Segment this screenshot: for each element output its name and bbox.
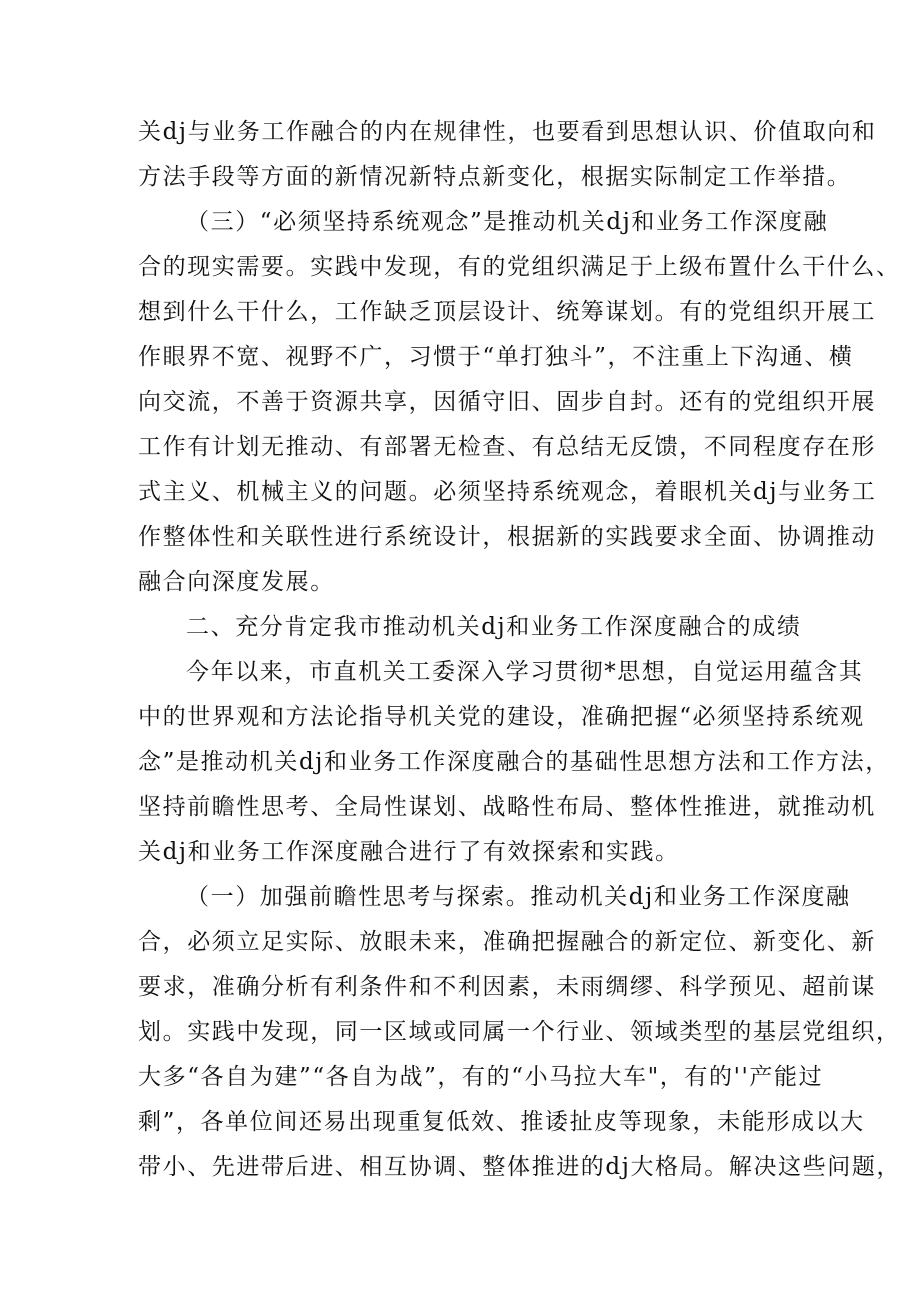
paragraph-line: 向交流，不善于资源共享，因循守旧、固步自封。还有的党组织开展 [138,389,876,415]
paragraph-line: 作整体性和关联性进行系统设计，根据新的实践要求全面、协调推动 [138,524,876,550]
section-two-heading: 二、充分肯定我市推动机关dj和业务工作深度融合的成绩 [186,614,802,640]
paragraph-line: 剩”，各单位间还易出现重复低效、推诿扯皮等现象，未能形成以大 [138,1109,865,1135]
paragraph-line: 带小、先进带后进、相互协调、整体推进的dj大格局。解决这些问题， [138,1154,902,1180]
section-three-line: （三）“必须坚持系统观念”是推动机关dj和业务工作深度融 [186,209,829,235]
paragraph-line: 式主义、机械主义的问题。必须坚持系统观念，着眼机关dj与业务工 [138,479,877,505]
paragraph-line: 合，必须立足实际、放眼未来，准确把握融合的新定位、新变化、新 [138,929,876,955]
paragraph-line: 中的世界观和方法论指导机关党的建设，准确把握“必须坚持系统观 [138,704,865,730]
paragraph-line: 今年以来，市直机关工委深入学习贯彻*思想，自觉运用蕴含其 [186,659,864,685]
paragraph-line: 融合向深度发展。 [138,569,335,595]
paragraph-line: 方法手段等方面的新情况新特点新变化，根据实际制定工作举措。 [138,164,852,190]
paragraph-line: 念”是推动机关dj和业务工作深度融合的基础性思想方法和工作方法， [138,749,890,775]
paragraph-line: 关dj和业务工作深度融合进行了有效探索和实践。 [138,839,680,865]
paragraph-line: 合的现实需要。实践中发现，有的党组织满足于上级布置什么干什么、 [138,254,901,280]
paragraph-line: 关dj与业务工作融合的内在规律性，也要看到思想认识、价值取向和 [138,119,877,145]
paragraph-line: 要求，准确分析有利条件和不利因素，未雨绸缪、科学预见、超前谋 [138,974,876,1000]
paragraph-line: 作眼界不宽、视野不广，习惯于“单打独斗”，不注重上下沟通、横 [138,344,854,370]
paragraph-line: 坚持前瞻性思考、全局性谋划、战略性布局、整体性推进，就推动机 [138,794,876,820]
paragraph-line: 想到什么干什么，工作缺乏顶层设计、统筹谋划。有的党组织开展工 [138,299,876,325]
paragraph-line: 划。实践中发现，同一区域或同属一个行业、领域类型的基层党组织， [138,1019,901,1045]
section-one-line: （一）加强前瞻性思考与探索。推动机关dj和业务工作深度融 [186,884,851,910]
paragraph-line: 工作有计划无推动、有部署无检查、有总结无反馈，不同程度存在形 [138,434,876,460]
paragraph-line: 大多“各自为建”“各自为战”，有的“小马拉大车"，有的''产能过 [138,1064,824,1090]
